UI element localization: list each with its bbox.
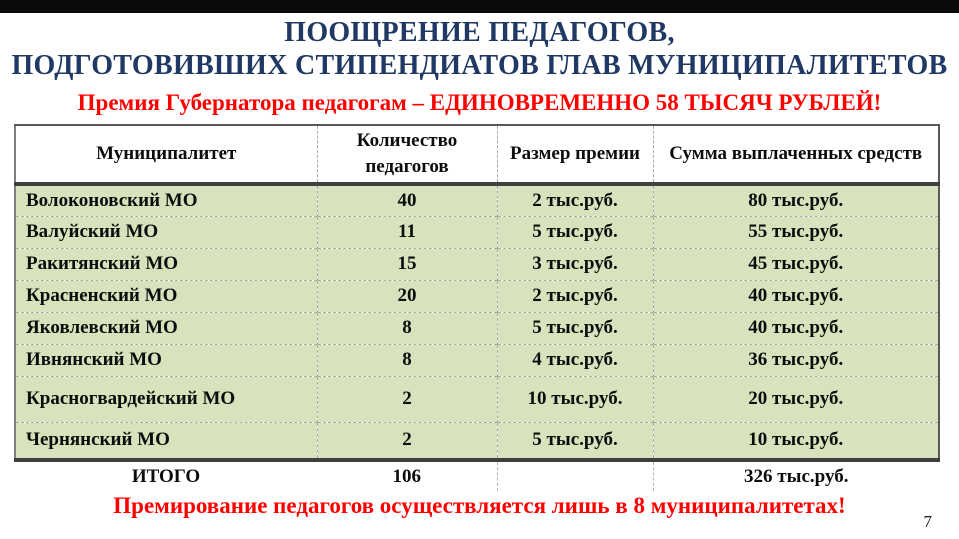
table-total-row [15, 460, 939, 491]
col-header-teacher-count: Количество педагогов [317, 125, 497, 184]
cell-premium: 10 тыс.руб. [497, 376, 653, 422]
top-black-bar [0, 0, 959, 13]
cell-total-sum: 326 тыс.руб. [653, 460, 939, 491]
cell-sum: 45 тыс.руб. [653, 248, 939, 280]
cell-municipality: Красненский МО [15, 280, 317, 312]
cell-count: 15 [317, 248, 497, 280]
table-row-krasnensky [15, 280, 939, 312]
table-header-row [15, 125, 939, 184]
cell-municipality: Яковлевский МО [15, 312, 317, 344]
cell-municipality: Ракитянский МО [15, 248, 317, 280]
table-row-ivnyansky [15, 344, 939, 376]
cell-sum: 36 тыс.руб. [653, 344, 939, 376]
cell-total-premium [497, 460, 653, 491]
table-row-krasnogvardeysky [15, 376, 939, 422]
cell-count: 11 [317, 216, 497, 248]
cell-total-count: 106 [392, 465, 421, 487]
cell-sum: 40 тыс.руб. [653, 280, 939, 312]
cell-count: 2 [317, 376, 497, 422]
cell-count: 40 [317, 184, 497, 216]
cell-premium: 2 тыс.руб. [497, 184, 653, 216]
table-row-volokonovsky [15, 184, 939, 216]
cell-premium: 5 тыс.руб. [497, 312, 653, 344]
slide-title-line1: ПООЩРЕНИЕ ПЕДАГОГОВ, [284, 17, 675, 48]
cell-premium: 3 тыс.руб. [497, 248, 653, 280]
cell-count: 8 [317, 312, 497, 344]
cell-municipality: Волоконовский МО [15, 184, 317, 216]
table-row-yakovlevsky [15, 312, 939, 344]
cell-sum: 40 тыс.руб. [653, 312, 939, 344]
subtitle-governor-prize: Премия Губернатора педагогам – ЕДИНОВРЕМЕННО 58 ТЫСЯЧ РУБЛЕЙ! [77, 90, 882, 115]
cell-premium: 5 тыс.руб. [497, 422, 653, 460]
cell-sum: 20 тыс.руб. [653, 376, 939, 422]
page-number: 7 [923, 512, 932, 531]
cell-municipality: Валуйский МО [15, 216, 317, 248]
col-header-premium-size: Размер премии [497, 125, 653, 184]
cell-total-label: ИТОГО [131, 465, 201, 487]
table-row-valuysky [15, 216, 939, 248]
cell-premium: 5 тыс.руб. [497, 216, 653, 248]
col-header-municipality: Муниципалитет [15, 125, 317, 184]
col-header-paid-sum: Сумма выплаченных средств [653, 125, 939, 184]
cell-count: 8 [317, 344, 497, 376]
cell-sum: 10 тыс.руб. [653, 422, 939, 460]
cell-municipality: Чернянский МО [15, 422, 317, 460]
cell-premium: 4 тыс.руб. [497, 344, 653, 376]
cell-count: 20 [317, 280, 497, 312]
municipality-premium-table [14, 124, 940, 491]
cell-municipality: Ивнянский МО [15, 344, 317, 376]
cell-sum: 55 тыс.руб. [653, 216, 939, 248]
cell-municipality: Красногвардейский МО [15, 376, 317, 422]
cell-sum: 80 тыс.руб. [653, 184, 939, 216]
slide-title-line2: ПОДГОТОВИВШИХ СТИПЕНДИАТОВ ГЛАВ МУНИЦИПАЛИТЕТОВ [11, 50, 948, 81]
footer-note: Премирование педагогов осуществляется лишь в 8 муниципалитетах! [113, 493, 846, 518]
slide-title [0, 16, 959, 82]
table-row-rakityansky [15, 248, 939, 280]
cell-count: 2 [317, 422, 497, 460]
table-row-chernyansky [15, 422, 939, 460]
cell-premium: 2 тыс.руб. [497, 280, 653, 312]
